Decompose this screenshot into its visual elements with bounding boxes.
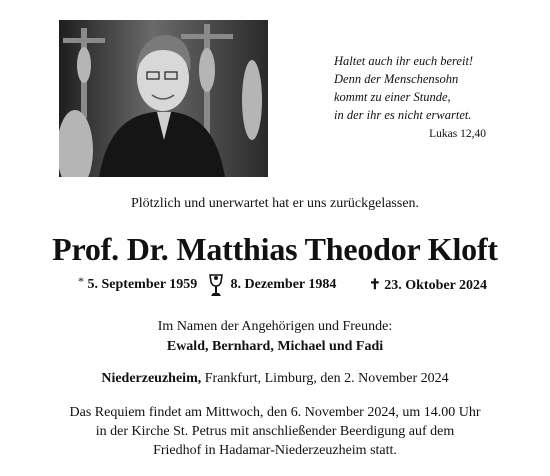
ordination-date-text: 8. Dezember 1984 (230, 277, 337, 292)
quote-line: in der ihr es nicht erwartet. (334, 108, 472, 122)
bible-quote (334, 52, 514, 143)
intro-text: Plötzlich und unerwartet hat er uns zurückgelassen. (130, 196, 420, 211)
requiem-line: Friedhof in Hadamar-Niederzeuzheim statt. (153, 443, 397, 458)
deceased-name: Prof. Dr. Matthias Theodor Kloft (52, 231, 498, 267)
cross-icon: ✝ (369, 278, 381, 293)
ordination-date (208, 272, 336, 303)
birth-symbol: * (78, 274, 84, 288)
quote-line: Haltet auch ihr euch bereit! (334, 54, 474, 68)
portrait-photo (59, 20, 268, 177)
place-main: Niederzeuzheim, (101, 371, 202, 386)
place-date-line (0, 371, 550, 387)
requiem-line: in der Kirche St. Petrus mit anschließender Beerdigung auf dem (95, 424, 455, 439)
death-date-text: 23. Oktober 2024 (384, 278, 488, 293)
family-intro: Im Namen der Angehörigen und Freunde: (157, 319, 393, 334)
quote-reference: Lukas 12,40 (429, 128, 486, 140)
quote-line: Denn der Menschensohn (334, 72, 459, 86)
family-names: Ewald, Bernhard, Michael und Fadi (166, 339, 384, 354)
life-dates (0, 274, 550, 303)
birth-date-text: 5. September 1959 (87, 277, 198, 292)
requiem-line: Das Requiem findet am Mittwoch, den 6. November 2024, um 14.00 Uhr (69, 405, 481, 420)
death-date (369, 277, 487, 294)
quote-line: kommt zu einer Stunde, (334, 90, 451, 104)
chalice-icon (208, 272, 224, 303)
birth-date (78, 274, 198, 293)
place-rest: Frankfurt, Limburg, den 2. November 2024 (201, 371, 449, 386)
